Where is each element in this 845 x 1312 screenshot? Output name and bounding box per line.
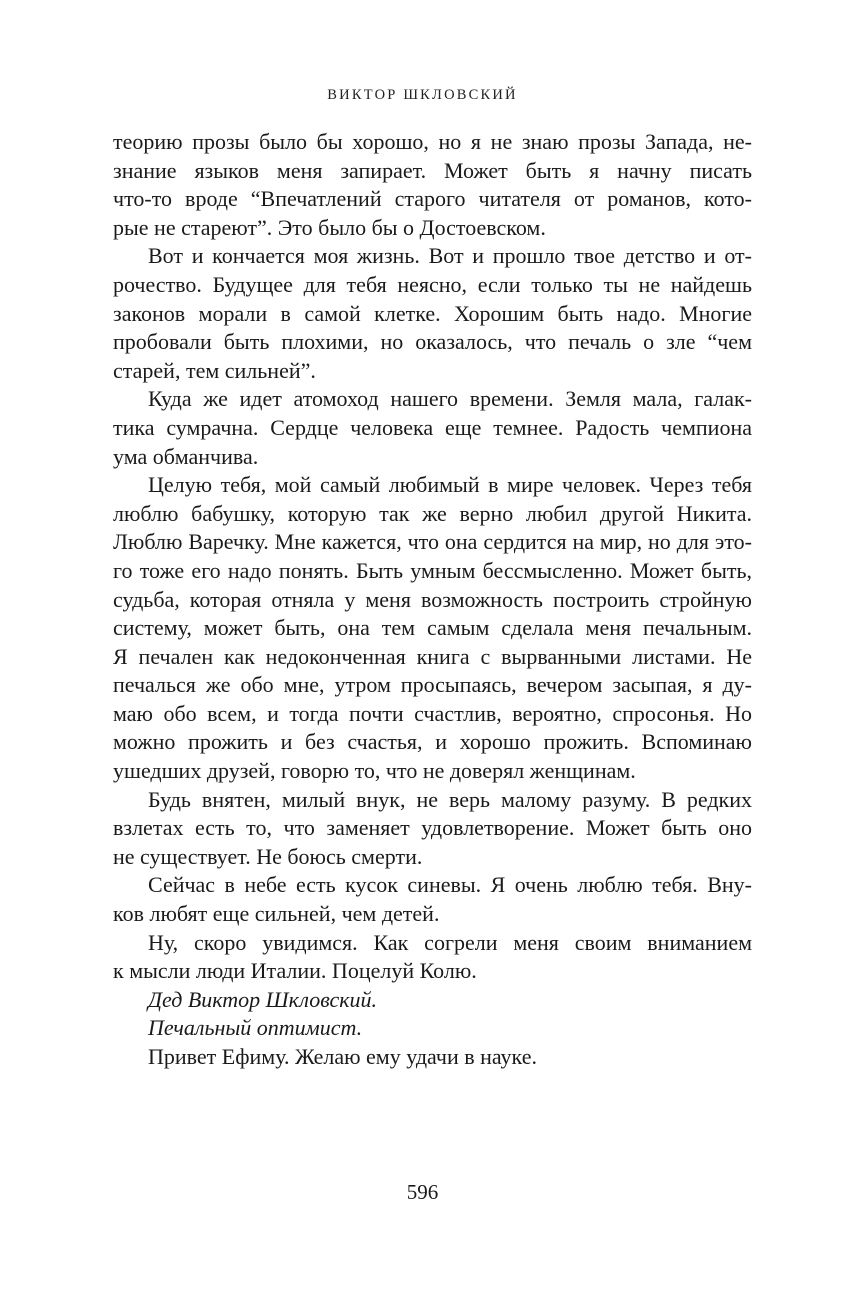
text-line: Люблю Варечку. Мне кажется, что она сердится на мир, но для это- (113, 529, 752, 555)
text-line: Привет Ефиму. Желаю ему удачи в науке. (148, 1044, 537, 1069)
signature-line: Печальный оптимист. (148, 1015, 363, 1041)
body-text (113, 128, 752, 1072)
text-line: знание языков меня запирает. Может быть я начну писать (113, 157, 752, 183)
text-line: законов морали в самой клетке. Хорошим быть надо. Многие (113, 300, 752, 326)
signature-line: Дед Виктор Шкловский. (148, 986, 378, 1012)
text-line: можно прожить и без счастья, и хорошо прожить. Вспоминаю (113, 729, 752, 755)
text-line: ушедших друзей, говорю то, что не доверял женщинам. (113, 758, 636, 784)
text-line: Будь внятен, милый внук, не верь малому разуму. В редких (148, 786, 752, 812)
text-line: Вот и кончается моя жизнь. Вот и прошло твое детство и от- (148, 243, 752, 269)
text-line: рочество. Будущее для тебя неясно, если только ты не найдешь (113, 271, 752, 297)
text-line: пробовали быть плохими, но оказалось, что печаль о зле “чем (113, 329, 752, 355)
text-line: судьба, которая отняла у меня возможность построить стройную (113, 586, 752, 612)
text-line: Куда же идет атомоход нашего времени. Земля мала, галак- (148, 386, 752, 412)
text-line: рые не стареют”. Это было бы о Достоевском. (113, 214, 546, 240)
text-line: что-то вроде “Впечатлений старого читателя от романов, кото- (113, 186, 752, 212)
text-line: не существует. Не боюсь смерти. (113, 843, 423, 869)
text-line: ума обманчива. (113, 443, 259, 469)
text-line: ков любят еще сильней, чем детей. (113, 901, 440, 927)
text-line: тика сумрачна. Сердце человека еще темнее. Радость чемпиона (113, 414, 752, 440)
text-line: Я печален как недоконченная книга с вырванными листами. Не (113, 643, 752, 669)
text-line: теорию прозы было бы хорошо, но я не знаю прозы Запада, не- (113, 129, 752, 154)
text-line: систему, может быть, она тем самым сделала меня печальным. (113, 615, 752, 641)
text-line: Целую тебя, мой самый любимый в мире человек. Через тебя (148, 472, 752, 498)
text-line: люблю бабушку, которую так же верно любил другой Никита. (113, 500, 752, 526)
running-head: ВИКТОР ШКЛОВСКИЙ (327, 87, 518, 103)
page-number: 596 (406, 1180, 439, 1204)
text-line: старей, тем сильней”. (113, 357, 316, 383)
text-line: печалься же обо мне, утром просыпаясь, вечером засыпая, я ду- (113, 672, 752, 698)
text-line: Ну, скоро увидимся. Как согрели меня своим вниманием (148, 929, 752, 955)
text-line: взлетах есть то, что заменяет удовлетворение. Может быть оно (113, 815, 752, 841)
text-line: го тоже его надо понять. Быть умным бессмысленно. Может быть, (113, 557, 752, 583)
text-line: Сейчас в небе есть кусок синевы. Я очень люблю тебя. Вну- (148, 872, 752, 898)
text-line: маю обо всем, и тогда почти счастлив, вероятно, спросонья. Но (113, 700, 752, 726)
text-line: к мысли люди Италии. Поцелуй Колю. (113, 958, 477, 984)
